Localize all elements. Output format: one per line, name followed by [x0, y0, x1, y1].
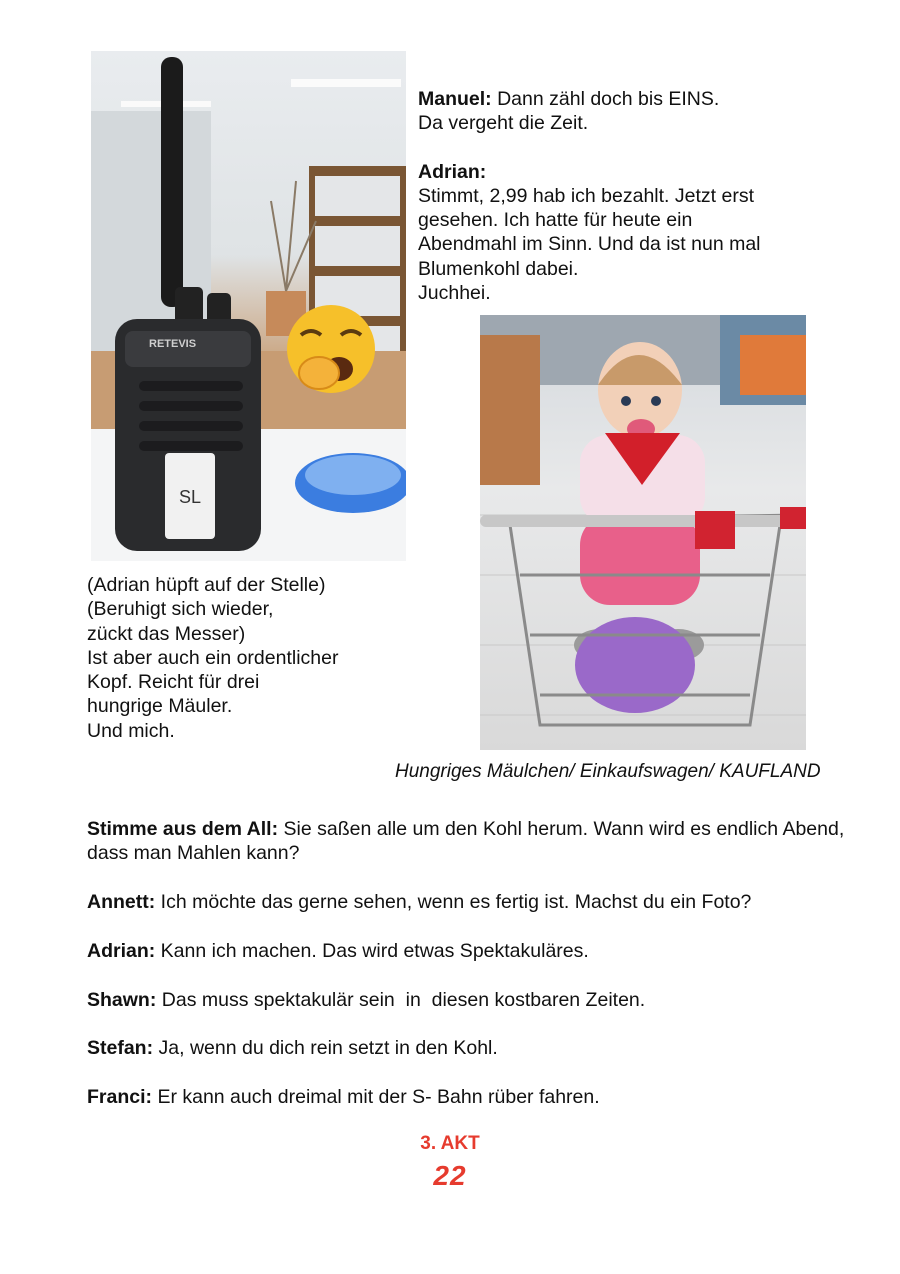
act-label: 3. AKT	[420, 1133, 480, 1154]
adrian-line: Blumenkohl dabei.	[418, 257, 579, 280]
baby-shopping-cart-photo	[480, 315, 806, 750]
dialog-text: Er kann auch dreimal mit der S- Bahn rüber fahren.	[157, 1086, 600, 1109]
manuel-line-2: Da vergeht die Zeit.	[418, 112, 589, 135]
dialog-text: Sie saßen alle um den Kohl herum. Wann wird es endlich Abend, dass man Mahlen kann?	[87, 818, 845, 865]
speaker-name: Franci:	[87, 1086, 153, 1109]
stage-note-line: zückt das Messer)	[87, 622, 246, 645]
speaker-name: Annett:	[87, 891, 156, 914]
dialog-line	[87, 817, 847, 866]
adrian-line: Abendmahl im Sinn. Und da ist nun mal	[418, 233, 761, 256]
dialog-text: Kann ich machen. Das wird etwas Spektakuläres.	[160, 939, 589, 962]
speaker-name: Stimme aus dem All:	[87, 818, 279, 840]
speaker-adrian: Adrian:	[418, 160, 487, 183]
stage-notes	[87, 573, 407, 743]
speaker-name: Adrian:	[87, 939, 156, 962]
dialog-text: Ich möchte das gerne sehen, wenn es fertig ist. Machst du ein Foto?	[160, 891, 752, 914]
stage-note-line: (Adrian hüpft auf der Stelle)	[87, 574, 326, 596]
dialog-line	[87, 890, 847, 914]
dialog-line	[87, 1085, 847, 1109]
adrian-line: gesehen. Ich hatte für heute ein	[418, 209, 693, 232]
dialog-line	[87, 1036, 847, 1060]
dialog-line	[87, 988, 847, 1012]
photo-caption: Hungriges Mäulchen/ Einkaufswagen/ KAUFLAND	[395, 761, 821, 782]
stage-note-line: Ist aber auch ein ordentlicher	[87, 646, 339, 669]
main-dialog	[87, 817, 847, 1134]
radio-badge-text: SL	[179, 487, 202, 507]
radio-brand-text: RETEVIS	[149, 338, 197, 350]
stage-note-line: Kopf. Reicht für drei	[87, 671, 260, 694]
manuel-line-1: Dann zähl doch bis EINS.	[497, 88, 720, 110]
walkie-talkie-photo	[91, 51, 406, 561]
dialog-line	[87, 939, 847, 963]
dialog-text: Ja, wenn du dich rein setzt in den Kohl.	[158, 1037, 498, 1060]
speaker-manuel: Manuel:	[418, 88, 492, 110]
speaker-name: Stefan:	[87, 1037, 154, 1060]
page-number: 22	[433, 1160, 467, 1191]
dialog-text: Das muss spektakulär sein in diesen kostbaren Zeiten.	[161, 988, 646, 1011]
speaker-name: Shawn:	[87, 988, 157, 1011]
top-dialog	[418, 87, 838, 305]
stage-note-line: (Beruhigt sich wieder,	[87, 598, 274, 621]
adrian-line: Juchhei.	[418, 282, 491, 305]
stage-note-line: Und mich.	[87, 719, 175, 742]
yawning-emoji-icon	[287, 305, 375, 393]
stage-note-line: hungrige Mäuler.	[87, 695, 233, 718]
adrian-line: Stimmt, 2,99 hab ich bezahlt. Jetzt erst	[418, 184, 754, 207]
